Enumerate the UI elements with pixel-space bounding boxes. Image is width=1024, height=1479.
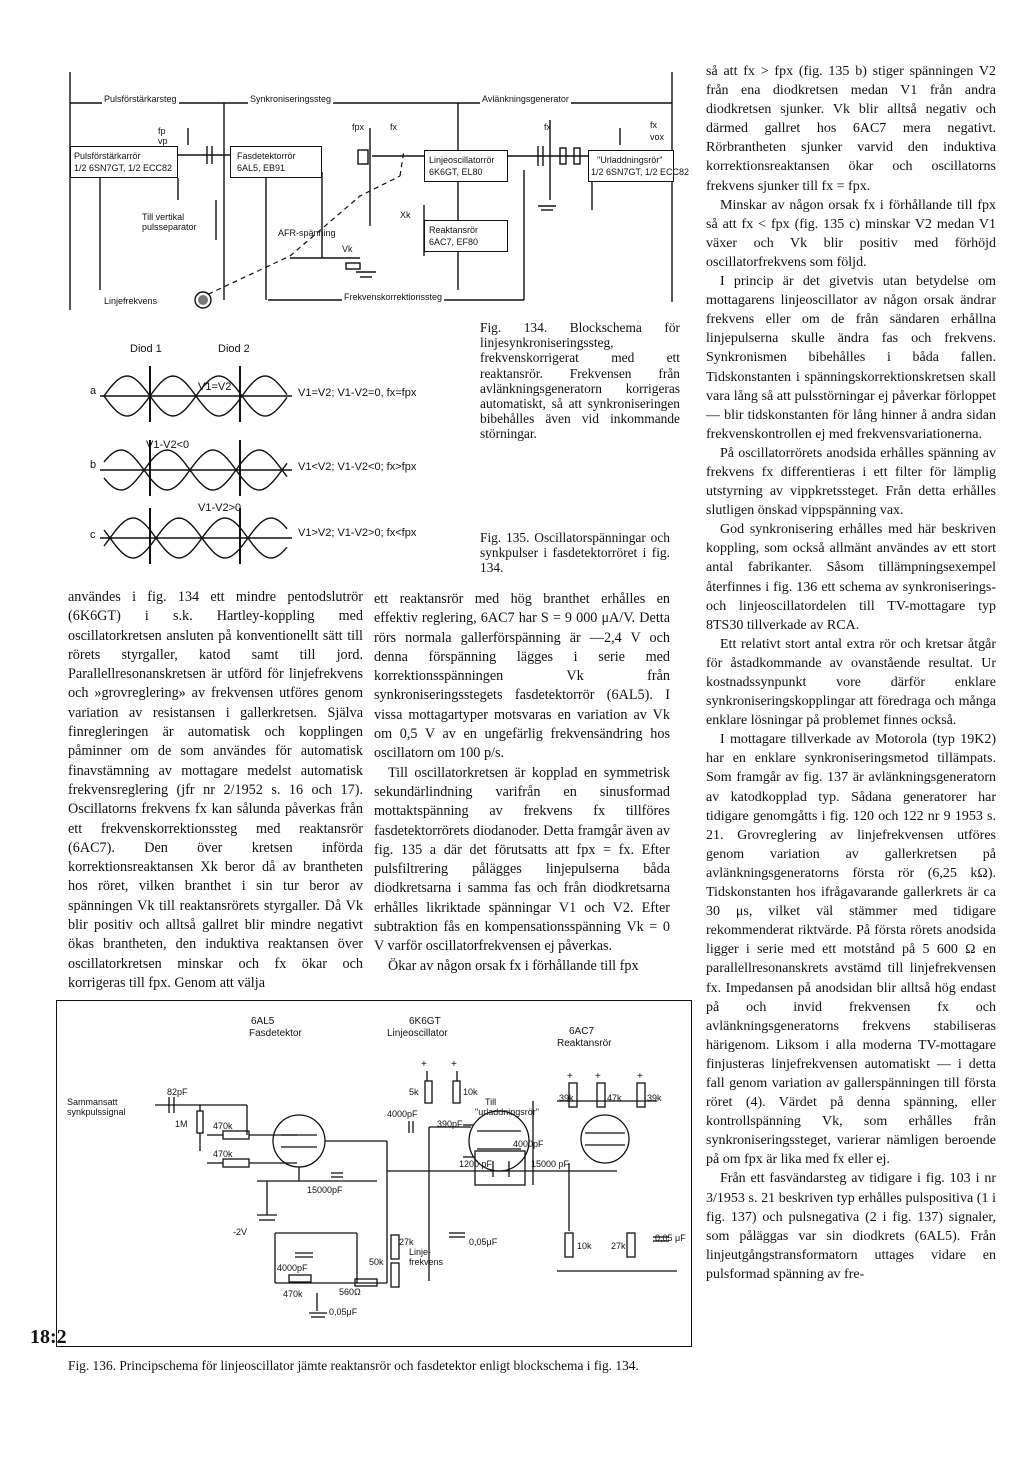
fig136-caption: Fig. 136. Principschema för linjeoscillator jämte reaktansrör och fasdetektor enligt blockschema i fig. 134. xyxy=(68,1358,639,1373)
discharge-tube-box: "Urladdningsrör" 1/2 6SN7GT, 1/2 ECC82 xyxy=(588,150,674,182)
svg-text:+: + xyxy=(637,1071,643,1082)
xk-label: Xk xyxy=(400,210,411,220)
left-column xyxy=(68,588,363,993)
reactance-tube-box: Reaktansrör 6AC7, EF80 xyxy=(424,220,508,252)
tube-6al5: 6AL5 xyxy=(251,1016,275,1027)
sync-input-label-2: synkpulssignal xyxy=(67,1107,126,1117)
vk-label: Vk xyxy=(342,244,353,254)
tube-6k6gt: 6K6GT xyxy=(409,1016,441,1027)
pulse-amp-tube-box: Pulsförstärkarrör 1/2 6SN7GT, 1/2 ECC82 xyxy=(70,146,178,178)
right-paragraph-8: Från ett fasvändarsteg av tidigare i fig. 103 i nr 3/1953 s. 21 beskriven typ erhålles pulspositiva (1 i fig. 137) och pulsnegativa (2 i fig. 137) signaler, som påläggas var sin diodkrets (6AL5). Från linjeutgångstransformatorn uttages vidare en pulsformad spänning av fre- xyxy=(706,1171,996,1282)
fig135-caption: Fig. 135. Oscillatorspänningar och synkpulser i fasdetektorröret i fig. 134. xyxy=(480,530,670,576)
vox-label: vox xyxy=(650,132,665,142)
pulse-amp-stage-label: Pulsförstärkarsteg xyxy=(104,94,177,104)
afr-voltage-label: AFR-spänning xyxy=(278,228,336,238)
row-a-inner: V1=V2 xyxy=(198,381,232,393)
val-560: 560Ω xyxy=(339,1287,361,1297)
tube-6ac7: 6AC7 xyxy=(569,1026,595,1037)
fig136-wires xyxy=(57,1001,691,1346)
freq-correction-label: Frekvenskorrektionssteg xyxy=(344,292,443,302)
val-0-05uf-a: 0,05μF xyxy=(329,1307,358,1317)
svg-text:+: + xyxy=(567,1071,573,1082)
val-1200pf: 1200 pF xyxy=(459,1159,493,1169)
val-4000pf-b: 4000pF xyxy=(387,1109,418,1119)
row-c-letter: c xyxy=(90,529,96,541)
page-number: 18:2 xyxy=(30,1326,67,1348)
pulse-separator-label: pulsseparator xyxy=(142,222,197,232)
row-a-letter: a xyxy=(90,385,97,397)
tube-6ac7-role: Reaktansrör xyxy=(557,1038,612,1049)
val-470k-b: 470k xyxy=(213,1149,233,1159)
line-oscillator-box: Linjeoscillatorrör 6K6GT, EL80 xyxy=(424,150,508,182)
val-0-05uf-b: 0,05μF xyxy=(469,1237,498,1247)
right-paragraph-2: Minskar av någon orsak fx i förhållande till fpx så att fx < fpx (fig. 135 c) minskar V2 medan V1 växer och Vk blir positiv med förhöjd oscillatorfrekvens som följd. xyxy=(706,197,996,270)
right-paragraph-6: Ett relativt stort antal extra rör och kretsar åtgår för åstadkommande av ovanstående resultat. Ur kostnadssynpunkt vore därför enklare synkroniseringskopplingar att föredraga och många enklare lösningar på problemet finnes också. xyxy=(706,636,996,729)
row-c-inner: V1-V2>0 xyxy=(198,502,242,514)
diode1-label: Diod 1 xyxy=(130,343,162,355)
val-470k-c: 470k xyxy=(283,1289,303,1299)
val-470k-a: 470k xyxy=(213,1121,233,1131)
val-39k-a: 39k xyxy=(559,1093,574,1103)
vp-label: vp xyxy=(158,136,168,146)
row-b-letter: b xyxy=(90,459,97,471)
right-paragraph-5: God synkronisering erhålles med här beskriven koppling, som också allmänt användes av ett stort antal fabrikanter. Såsom tillämpningsexempel återfinnes i fig. 136 ett schema av synkroniserings- och linjeoscillatordelen till TV-mottagare typ 8TS30 tillverkade av RCA. xyxy=(706,522,996,633)
val-4000pf-a: 4000pF xyxy=(277,1263,308,1273)
val-39k-b: 39k xyxy=(647,1093,662,1103)
fig134-caption: Fig. 134. Blockschema för linjesynkroniseringssteg, frekvenskorrigerat med ett reaktansrör. Frekvensen från avlänkningsgeneratorn korrigeras automatiskt, så att synkroniseringen bibehålles även vid inkommande störningar. xyxy=(480,320,680,442)
line-frequency-label: Linjefrekvens xyxy=(104,296,158,306)
sync-input-label: Sammansatt xyxy=(67,1097,118,1107)
val-47k: 47k xyxy=(607,1093,622,1103)
val-10k-b: 10k xyxy=(577,1241,592,1251)
mid-paragraph-2: Till oscillatorkretsen är kopplad en symmetrisk sekundärlindning varifrån en sinusformad mottaktspänning av frekvens fx tillföres fasdetektorrörets diodanoder. Detta framgår även av fig. 135 a där det förutsatts att fpx = fx. Efter pulsfiltrering pålägges linjepulserna båda diodkretsarna i samma fas och från diodkretsarna erhålles likriktade spänningar V1 och V2. Efter subtraktion fås en kompensationsspänning Vk = 0 V varför oscillatorfrekvensen ej påverkas. xyxy=(374,764,670,955)
row-c-eq: V1>V2; V1-V2>0; fx<fpx xyxy=(298,527,417,539)
to-vertical-label: Till vertikal xyxy=(142,212,185,222)
val-10k: 10k xyxy=(463,1087,478,1097)
fx-label-3: fx xyxy=(650,120,658,130)
middle-column xyxy=(374,590,670,976)
fpx-label: fpx xyxy=(352,122,365,132)
val-27k-b: 27k xyxy=(611,1241,626,1251)
row-a-eq: V1=V2; V1-V2=0, fx=fpx xyxy=(298,387,417,399)
svg-text:+: + xyxy=(451,1059,457,1070)
row-b-inner: V1-V2<0 xyxy=(146,439,190,451)
right-column xyxy=(706,62,996,1284)
to-discharge-label: Till xyxy=(485,1097,497,1107)
val-82pf: 82pF xyxy=(167,1087,188,1097)
sync-stage-label: Synkroniseringssteg xyxy=(250,94,332,104)
val-390pf: 390pF xyxy=(437,1119,463,1129)
fig136-schematic xyxy=(56,1000,692,1347)
svg-text:+: + xyxy=(595,1071,601,1082)
svg-text:+: + xyxy=(421,1059,427,1070)
val-0-05uf-c: 0,05 μF xyxy=(655,1233,686,1243)
diode2-label: Diod 2 xyxy=(218,343,250,355)
val-15000pf: 15000pF xyxy=(307,1185,343,1195)
linefreq-label-2: frekvens xyxy=(409,1257,444,1267)
fx-label-1: fx xyxy=(390,122,398,132)
val-15000pf-b: 15000 pF xyxy=(531,1159,570,1169)
val-4000pf-c: 4000pF xyxy=(513,1139,544,1149)
right-paragraph-4: På oscillatorrörets anodsida erhålles spänning av frekvens fx differentieras i ett filter för lämplig utstyrning av vippkretssteget. Från detta erhålles slutligen önskad vippspänning vax. xyxy=(706,445,996,519)
deflection-gen-label: Avlänkningsgenerator xyxy=(482,94,569,104)
val-1m: 1M xyxy=(175,1119,188,1129)
row-b-eq: V1<V2; V1-V2<0; fx>fpx xyxy=(298,461,417,473)
fp-label: fp xyxy=(158,126,166,136)
tube-6k6gt-role: Linjeoscillator xyxy=(387,1028,448,1039)
val-50k: 50k xyxy=(369,1257,384,1267)
right-paragraph-7: I mottagare tillverkade av Motorola (typ 19K2) har en enklare synkroniseringsmetod tillämpats. Som framgår av fig. 137 är avlänkningsgeneratorn av katodkopplad typ. Sådana generatorer har tidigare genomgåtts i fig. 120 och 122 nr 9 1953 s. 21. Grovreglering av linjefrekvensen utföres genom variation av gallerkretsen på avlänkningsgeneratorns första rör (6,25 kΩ). Tidskonstanten hos ifrågavarande gallerkrets är ca 30 μs, vilket väl stämmer med tidigare rekommenderat riktvärde. På första rörets anodsida ligger i serie med ett motstånd på 5 600 Ω en parallellresonanskrets avstämd till linjefrekvensen fx. Impedansen på anodsidan blir alltså hög endast på och invid frekvensen fx och avlänkningsgeneratorns frekvens stabiliseras härigenom. Liksom i alla moderna TV-mottagare finjusteras linjefrekvensen automatiskt — i detta fall genom variation av gallerspänningen till första röret (4). Värdet på denna spänning, eller kontrollspänning Vk, som erhålles från synkroniseringssteget, varierar nämligen beroende på om fpx är lika med fx eller ej. xyxy=(706,732,996,1168)
right-paragraph-1: så att fx > fpx (fig. 135 b) stiger spänningen V2 från ena diodkretsen medan V1 från andra diodkretsen sjunker. Vk blir alltså negativ och därmed gallret hos 6AC7 mera negativt. Rörbrantheten sjunker varvid den induktiva korrektionsreaktansen ökar och oscillatorns frekvens sjunker till fx = fpx. xyxy=(706,64,996,194)
linefreq-label: Linje- xyxy=(409,1247,432,1257)
val-5k: 5k xyxy=(409,1087,419,1097)
mid-paragraph-1: ett reaktansrör med hög branthet erhålles en effektiv reglering, 6AC7 har S = 9 000 μA/V. Detta rörs normala gallerförspänning är —2,4 V och denna förspänning lägges i serie med korrektionsspänningen Vk från synkroniseringsstegets fasdetektorrör (6AL5). I vissa mottagartyper motsvaras en variation av Vk om 0,5 V av en ungefärlig frekvensändring hos oscillatorn om 100 p/s. xyxy=(374,591,670,762)
tube-6al5-role: Fasdetektor xyxy=(249,1028,302,1039)
mid-paragraph-3: Ökar av någon orsak fx i förhållande till fpx xyxy=(388,957,639,974)
fx-label-2: fx xyxy=(544,122,552,132)
right-paragraph-3: I princip är det givetvis utan betydelse om mottagarens linjeoscillator av någon orsak ändrar frekvens eller om de från sändaren erhållna linjepulserna skulle ändra fas och frekvens. Synkronismen bibehålles i båda fallen. Tidskonstanten i spänningskorrektionskretsen skall vara lång så att pulsstörningar ej påverkar förloppet — blir tidskonstanten för lång hinner å andra sidan frekvenskontrollen ej med frekvensvariationerna. xyxy=(706,274,996,442)
val-minus-2v: -2V xyxy=(233,1227,248,1237)
val-27k: 27k xyxy=(399,1237,414,1247)
left-paragraph-1: användes i fig. 134 ett mindre pentodslutrör (6K6GT) i s.k. Hartley-koppling med oscillatorkretsen ansluten på konventionellt sätt till rörets styrgaller, katod samt till jord. Parallellresonanskretsen är utförd för linjefrekvens och »grovreglering» av frekvensen utföres genom variation av resistansen i gallerkretsen. Själva finregleringen är automatisk och kopplingen påminner om de som användes för automatisk finavstämning av mottagare medelst automatisk frekvensreglering (jfr nr 2/1952 s. 16 och 17). Oscillatorns frekvens fx kan sålunda påverkas från ett frekvenskorrektionssteg med reaktansrör (6AC7). Den över kretsen införda korrektionsreaktansen Xk beror då av brantheten hos röret, vilken branthet i sin tur beror av spänningen Vk till reaktansrörets styrgaller. Då Vk blir positiv och alltså gallret blir mindre negativt ökas brantheten, den induktiva reaktansen över oscillatorkretsen minskar och fx ökar och korrigeras till fpx. Genom att välja xyxy=(68,589,363,991)
to-discharge-label-2: "urladdningsrör" xyxy=(475,1107,539,1117)
phase-detector-box: Fasdetektorrör 6AL5, EB91 xyxy=(230,146,322,178)
